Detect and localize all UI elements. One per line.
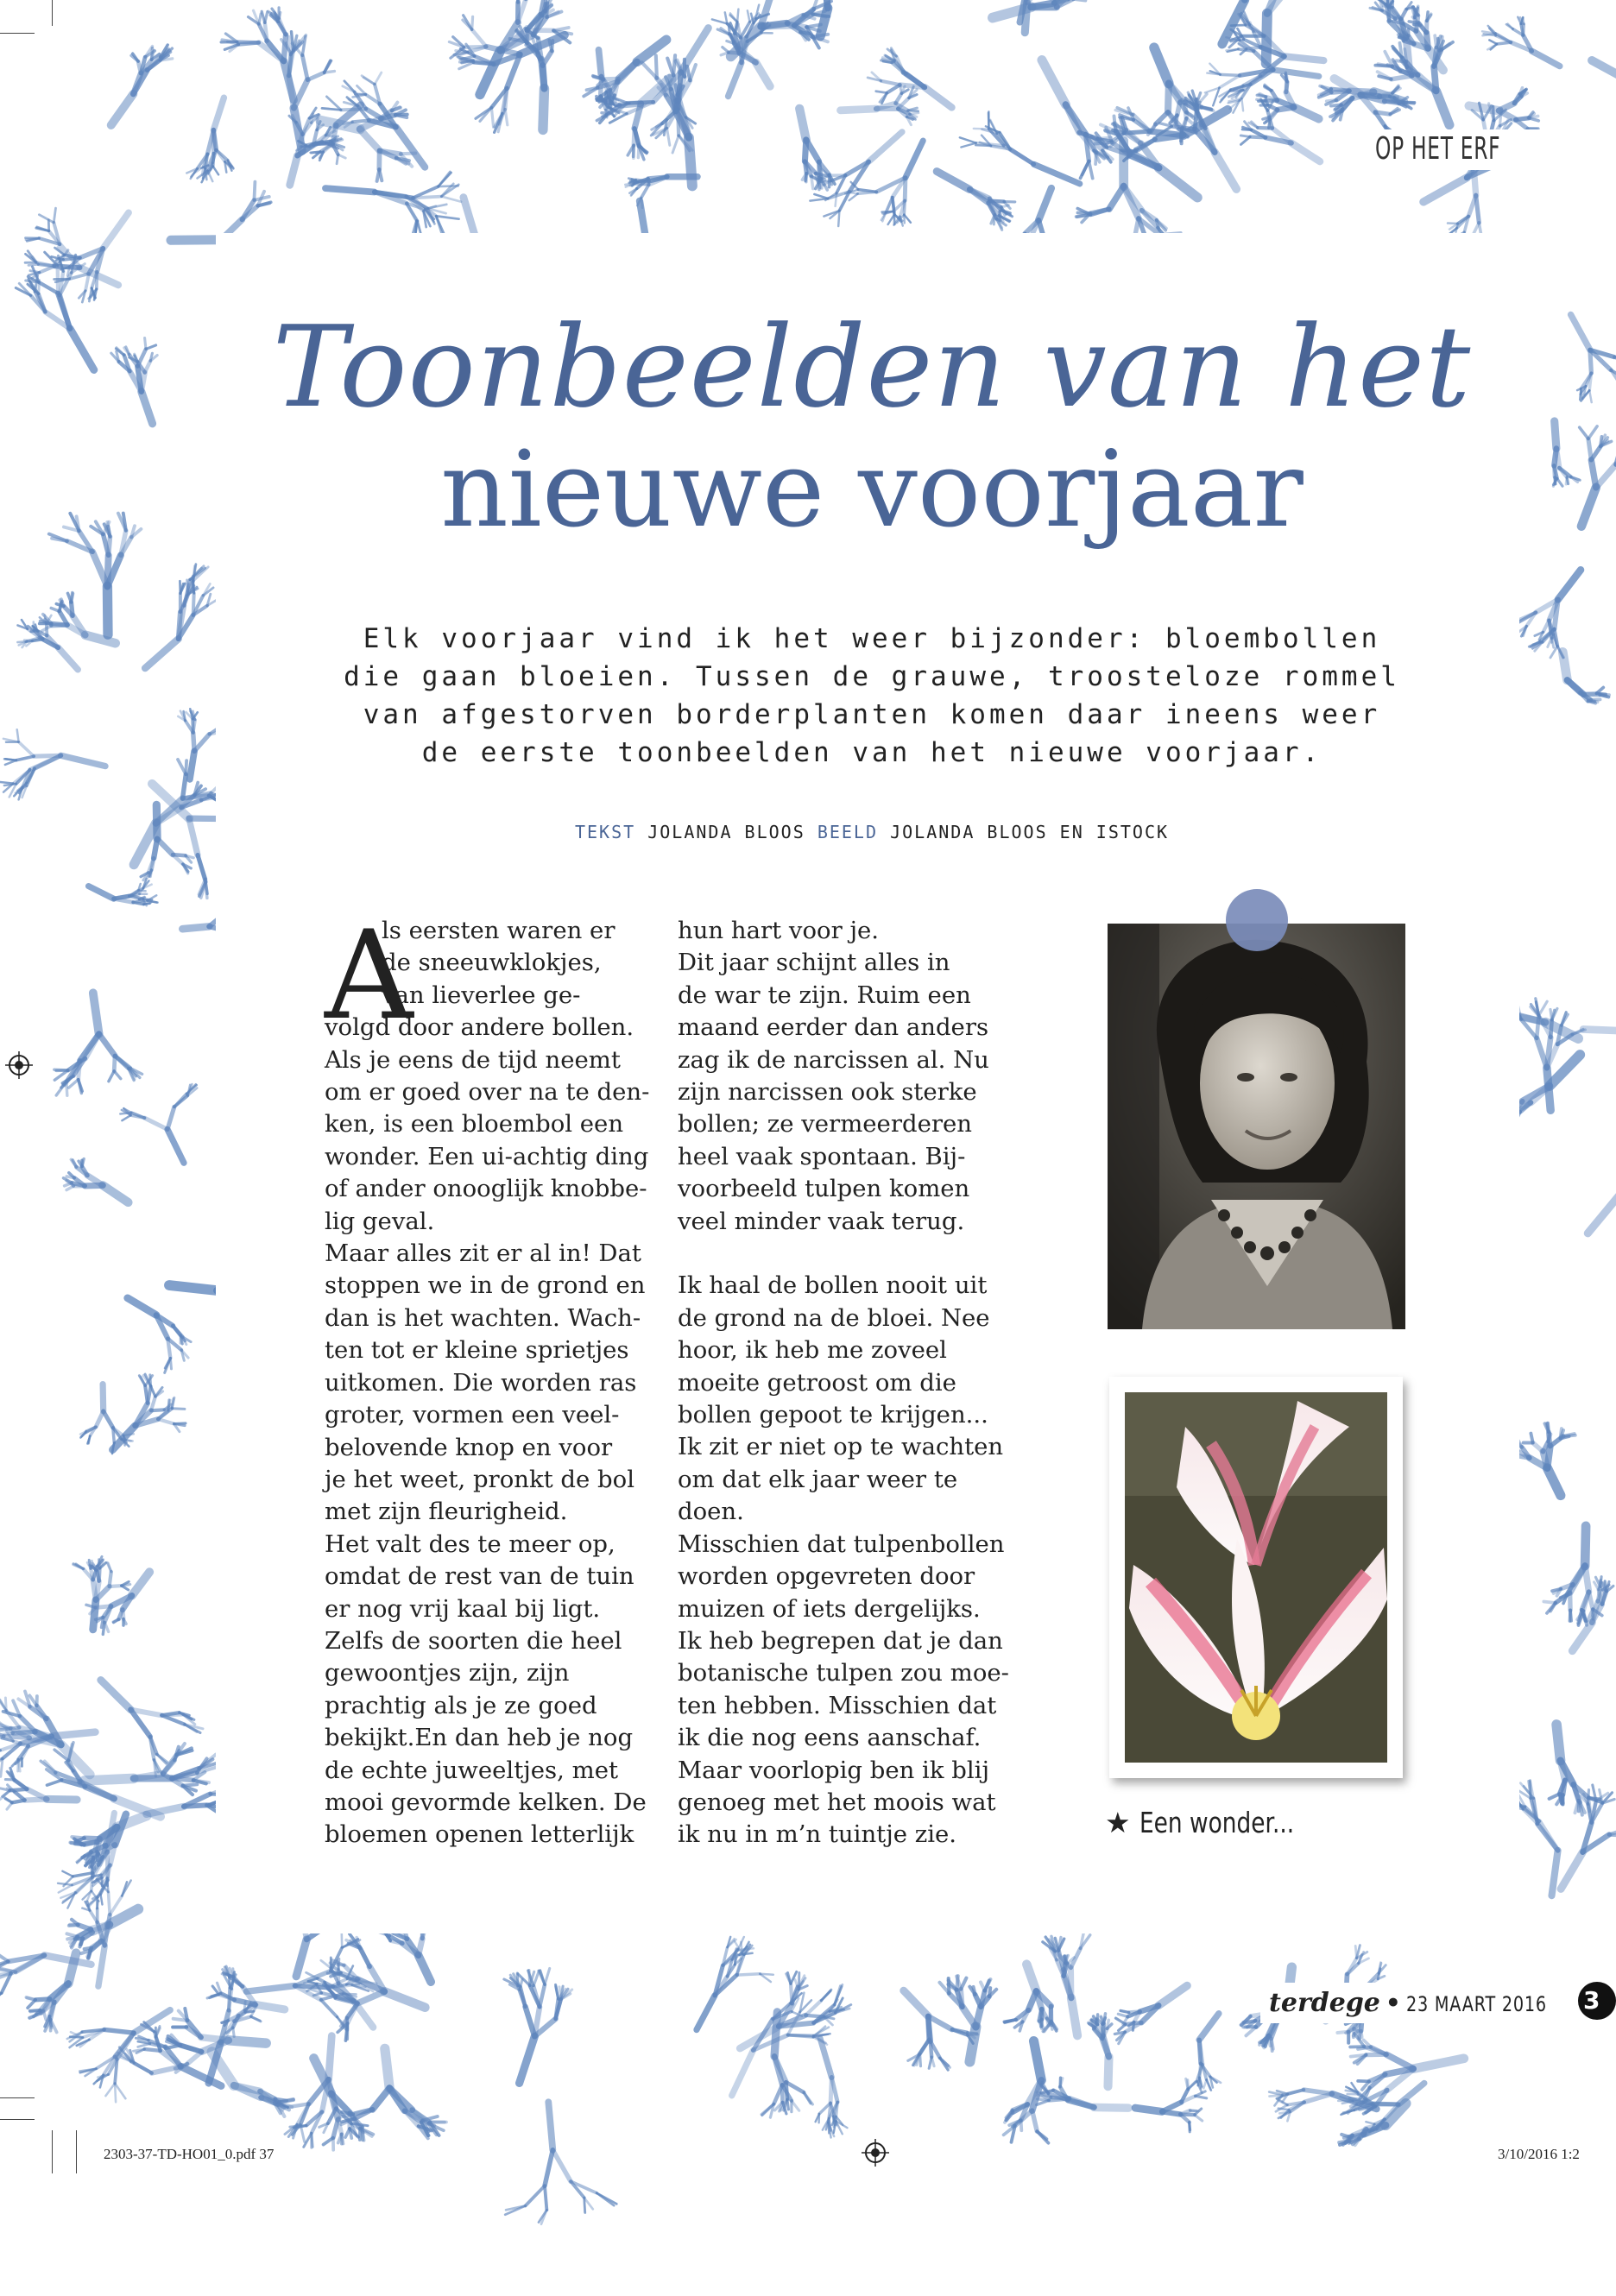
intro-line: de eerste toonbeelden van het nieuwe voorjaar.: [421, 737, 1322, 768]
intro-line: Elk voorjaar vind ik het weer bijzonder: bloembollen: [363, 623, 1381, 654]
section-label: OP HET ERF: [1367, 129, 1560, 170]
title-line-1: Toonbeelden van het: [272, 301, 1472, 432]
body-line: de sneeuwklokjes,: [382, 949, 602, 977]
body-line: volgd door andere bollen.: [325, 1013, 634, 1042]
body-line: uitkomen. Die worden ras: [325, 1368, 637, 1397]
body-line: of ander onooglijk knobbe-: [325, 1175, 647, 1203]
body-line: de war te zijn. Ruim een: [678, 981, 971, 1009]
body-line: lig geval.: [325, 1207, 435, 1235]
credit-image-author: JOLANDA BLOOS EN ISTOCK: [890, 822, 1170, 842]
body-line: moeite getroost om die: [678, 1368, 956, 1397]
body-line: Ik heb begrepen dat je dan: [678, 1626, 1003, 1655]
body-line: heel vaak spontaan. Bij-: [678, 1142, 966, 1170]
crop-mark: [52, 2130, 53, 2173]
body-line: Ik haal de bollen nooit uit: [678, 1271, 988, 1300]
body-line: ken, is een bloembol een: [325, 1110, 624, 1139]
body-line: belovende knop en voor: [325, 1433, 613, 1461]
body-line: bloemen openen letterlijk: [325, 1820, 634, 1849]
intro-line: die gaan bloeien. Tussen de grauwe, troosteloze rommel: [344, 661, 1400, 692]
body-column-2: [678, 915, 1009, 1851]
body-line: van lieverlee ge-: [382, 981, 581, 1009]
article-title: [259, 301, 1485, 551]
drop-cap: A: [325, 905, 413, 1047]
body-line: groter, vormen een veel-: [325, 1401, 620, 1429]
crop-mark: [0, 33, 35, 34]
body-line: de grond na de bloei. Nee: [678, 1303, 990, 1332]
registration-mark-icon: [5, 1051, 33, 1079]
print-slug-file: 2303-37-TD-HO01_0.pdf 37: [104, 2146, 275, 2162]
credit-text-label: TEKST: [574, 822, 636, 842]
crop-mark: [52, 0, 53, 26]
body-line: omdat de rest van de tuin: [325, 1562, 634, 1591]
column-2-paragraph-2: [678, 1270, 1009, 1851]
separator-dot: •: [1385, 1989, 1401, 2017]
credit-image-label: BEELD: [817, 822, 879, 842]
body-line: voorbeeld tulpen komen: [678, 1175, 970, 1203]
pin-dot: [1226, 889, 1288, 951]
body-line: ten tot er kleine sprietjes: [325, 1336, 629, 1365]
body-line: ik nu in m’n tuintje zie.: [678, 1820, 957, 1849]
body-line: Ik zit er niet op te wachten: [678, 1433, 1004, 1461]
body-line: dan is het wachten. Wach-: [325, 1303, 641, 1332]
star-icon: ★: [1105, 1806, 1131, 1839]
page-footer: [1260, 1983, 1590, 2023]
body-line: om er goed over na te den-: [325, 1078, 650, 1107]
issue-date: 23 MAART 2016: [1405, 1992, 1547, 2016]
body-column-1: [325, 905, 650, 1851]
body-line: ik die nog eens aanschaf.: [678, 1724, 982, 1752]
print-slug-date: 3/10/2016 1:2: [1498, 2146, 1580, 2162]
body-line: doen.: [678, 1498, 744, 1526]
body-line: veel minder vaak terug.: [678, 1207, 965, 1235]
body-line: wonder. Een ui-achtig ding: [325, 1142, 649, 1170]
body-line: de echte juweeltjes, met: [325, 1756, 619, 1784]
body-line: zijn narcissen ook sterke: [678, 1078, 977, 1107]
crop-mark: [76, 2130, 77, 2173]
tulip-photo: [1125, 1392, 1387, 1763]
article-credits: [285, 822, 1459, 842]
body-line: mooi gevormde kelken. De: [325, 1788, 647, 1816]
body-line: bollen; ze vermeerderen: [678, 1110, 972, 1139]
body-line: prachtig als je ze goed: [325, 1691, 597, 1719]
body-line: je het weet, pronkt de bol: [325, 1465, 634, 1493]
page-number: 3: [1578, 1982, 1616, 2020]
body-line: Maar voorlopig ben ik blij: [678, 1756, 989, 1784]
body-line: muizen of iets dergelijks.: [678, 1594, 981, 1623]
body-line: Maar alles zit er al in! Dat: [325, 1239, 641, 1268]
brand-logo: terdege: [1269, 1988, 1380, 2018]
body-line: er nog vrij kaal bij ligt.: [325, 1594, 601, 1623]
body-line: worden opgevreten door: [678, 1562, 975, 1591]
body-line: maand eerder dan anders: [678, 1013, 989, 1042]
registration-mark-icon: [862, 2139, 889, 2167]
body-line: bekijkt.En dan heb je nog: [325, 1724, 634, 1752]
photo-caption: ★ Een wonder...: [1105, 1806, 1295, 1839]
credit-text-author: JOLANDA BLOOS: [647, 822, 805, 842]
column-2-paragraph-1: [678, 915, 1006, 1238]
body-line: Misschien dat tulpenbollen: [678, 1530, 1005, 1558]
body-line: zag ik de narcissen al. Nu: [678, 1045, 989, 1074]
crop-mark: [0, 2119, 35, 2120]
body-line: om dat elk jaar weer te: [678, 1465, 958, 1493]
intro-line: van afgestorven borderplanten komen daar ineens weer: [363, 699, 1381, 730]
body-line: gewoontjes zijn, zijn: [325, 1659, 570, 1687]
tulip-photo-frame: [1109, 1377, 1403, 1778]
body-line: Dit jaar schijnt alles in: [678, 949, 950, 977]
body-line: met zijn fleurigheid.: [325, 1498, 568, 1526]
body-line: Als je eens de tijd neemt: [325, 1045, 621, 1074]
body-line: ls eersten waren er: [382, 917, 615, 944]
body-line: ten hebben. Misschien dat: [678, 1691, 997, 1719]
title-line-2: nieuwe voorjaar: [440, 428, 1304, 551]
crop-mark: [0, 2097, 35, 2098]
body-line: hoor, ik heb me zoveel: [678, 1336, 947, 1365]
author-portrait-photo: [1108, 924, 1405, 1329]
body-line: stoppen we in de grond en: [325, 1271, 646, 1300]
body-line: Zelfs de soorten die heel: [325, 1626, 622, 1655]
body-line: bollen gepoot te krijgen...: [678, 1401, 988, 1429]
article-intro: [311, 620, 1433, 772]
body-line: botanische tulpen zou moe-: [678, 1659, 1009, 1687]
body-line: Het valt des te meer op,: [325, 1530, 615, 1558]
body-line: genoeg met het moois wat: [678, 1788, 996, 1816]
body-line: hun hart voor je.: [678, 917, 879, 944]
